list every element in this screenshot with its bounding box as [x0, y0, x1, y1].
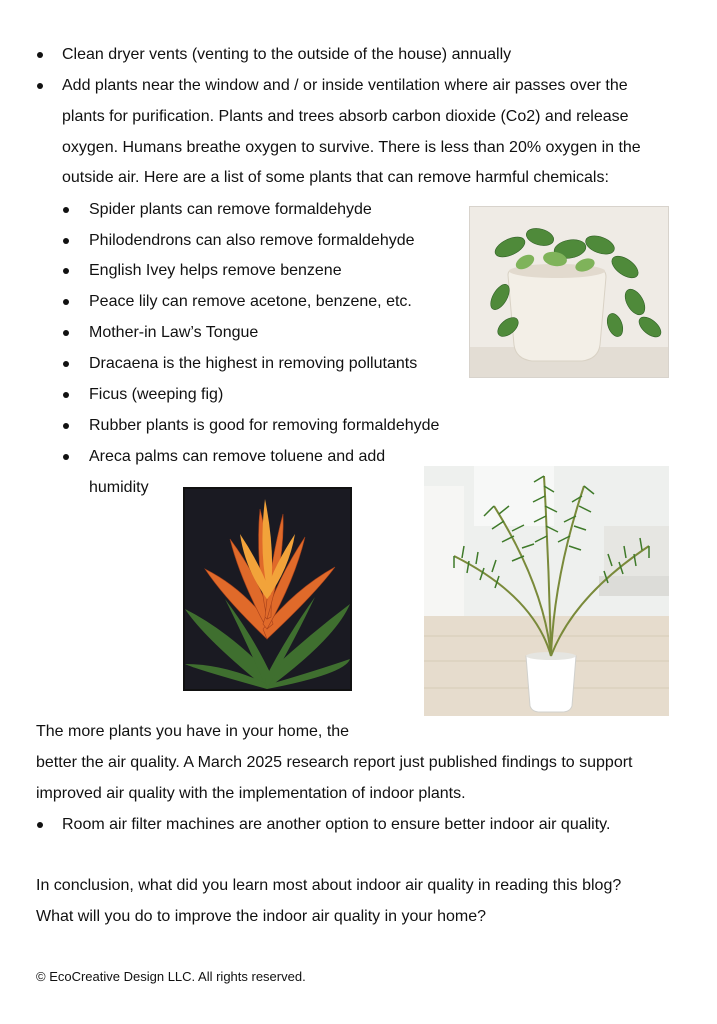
bullet-dot: [63, 330, 69, 336]
bullet-dot: [63, 392, 69, 398]
bullet-dot: [37, 52, 43, 58]
plant-item-peace-lily: Peace lily can remove acetone, benzene, etc.: [89, 293, 412, 310]
conclusion-line-2: What will you do to improve the indoor air quality in your home?: [36, 908, 486, 925]
bullet-dryer-vents: Clean dryer vents (venting to the outside of the house) annually: [62, 46, 512, 63]
bullet-dot: [63, 268, 69, 274]
paragraph-line-3: improved air quality with the implementation of indoor plants.: [36, 785, 466, 802]
plant-item-spider: Spider plants can remove formaldehyde: [89, 201, 372, 218]
pothos-plant-photo: [469, 206, 669, 378]
plant-item-philodendron: Philodendrons can also remove formaldehyde: [89, 232, 415, 249]
bullet-air-filter: Room air filter machines are another option to ensure better indoor air quality.: [62, 816, 611, 833]
bullet-dot: [37, 822, 43, 828]
bullet-add-plants-line-1: Add plants near the window and / or inside ventilation where air passes over the: [62, 77, 628, 94]
plant-item-areca: Areca palms can remove toluene and add: [89, 448, 386, 465]
plant-item-areca-cont: humidity: [89, 479, 149, 496]
conclusion-line-1: In conclusion, what did you learn most about indoor air quality in reading this blog?: [36, 877, 622, 894]
bullet-add-plants-line-3: oxygen. Humans breathe oxygen to survive. There is less than 20% oxygen in the: [62, 139, 641, 156]
bullet-dot: [63, 361, 69, 367]
bullet-dot: [37, 83, 43, 89]
bullet-add-plants-line-2: plants for purification. Plants and trees absorb carbon dioxide (Co2) and release: [62, 108, 629, 125]
bullet-dot: [63, 423, 69, 429]
bullet-add-plants-line-4: outside air. Here are a list of some plants that can remove harmful chemicals:: [62, 169, 609, 186]
plant-item-ficus: Ficus (weeping fig): [89, 386, 224, 403]
bullet-dot: [63, 299, 69, 305]
plant-item-english-ivy: English Ivey helps remove benzene: [89, 262, 342, 279]
plant-item-rubber: Rubber plants is good for removing formaldehyde: [89, 417, 440, 434]
bullet-dot: [63, 454, 69, 460]
plant-item-mother-in-law: Mother-in Law’s Tongue: [89, 324, 259, 341]
plant-item-dracaena: Dracaena is the highest in removing pollutants: [89, 355, 418, 372]
paragraph-line-2: better the air quality. A March 2025 research report just published findings to support: [36, 754, 633, 771]
bullet-dot: [63, 238, 69, 244]
copyright-footer: © EcoCreative Design LLC. All rights reserved.: [36, 969, 306, 984]
bullet-dot: [63, 207, 69, 213]
paragraph-line-1: The more plants you have in your home, the: [36, 723, 350, 740]
bromeliad-plant-photo: [183, 487, 352, 691]
areca-palm-photo: [424, 466, 669, 716]
